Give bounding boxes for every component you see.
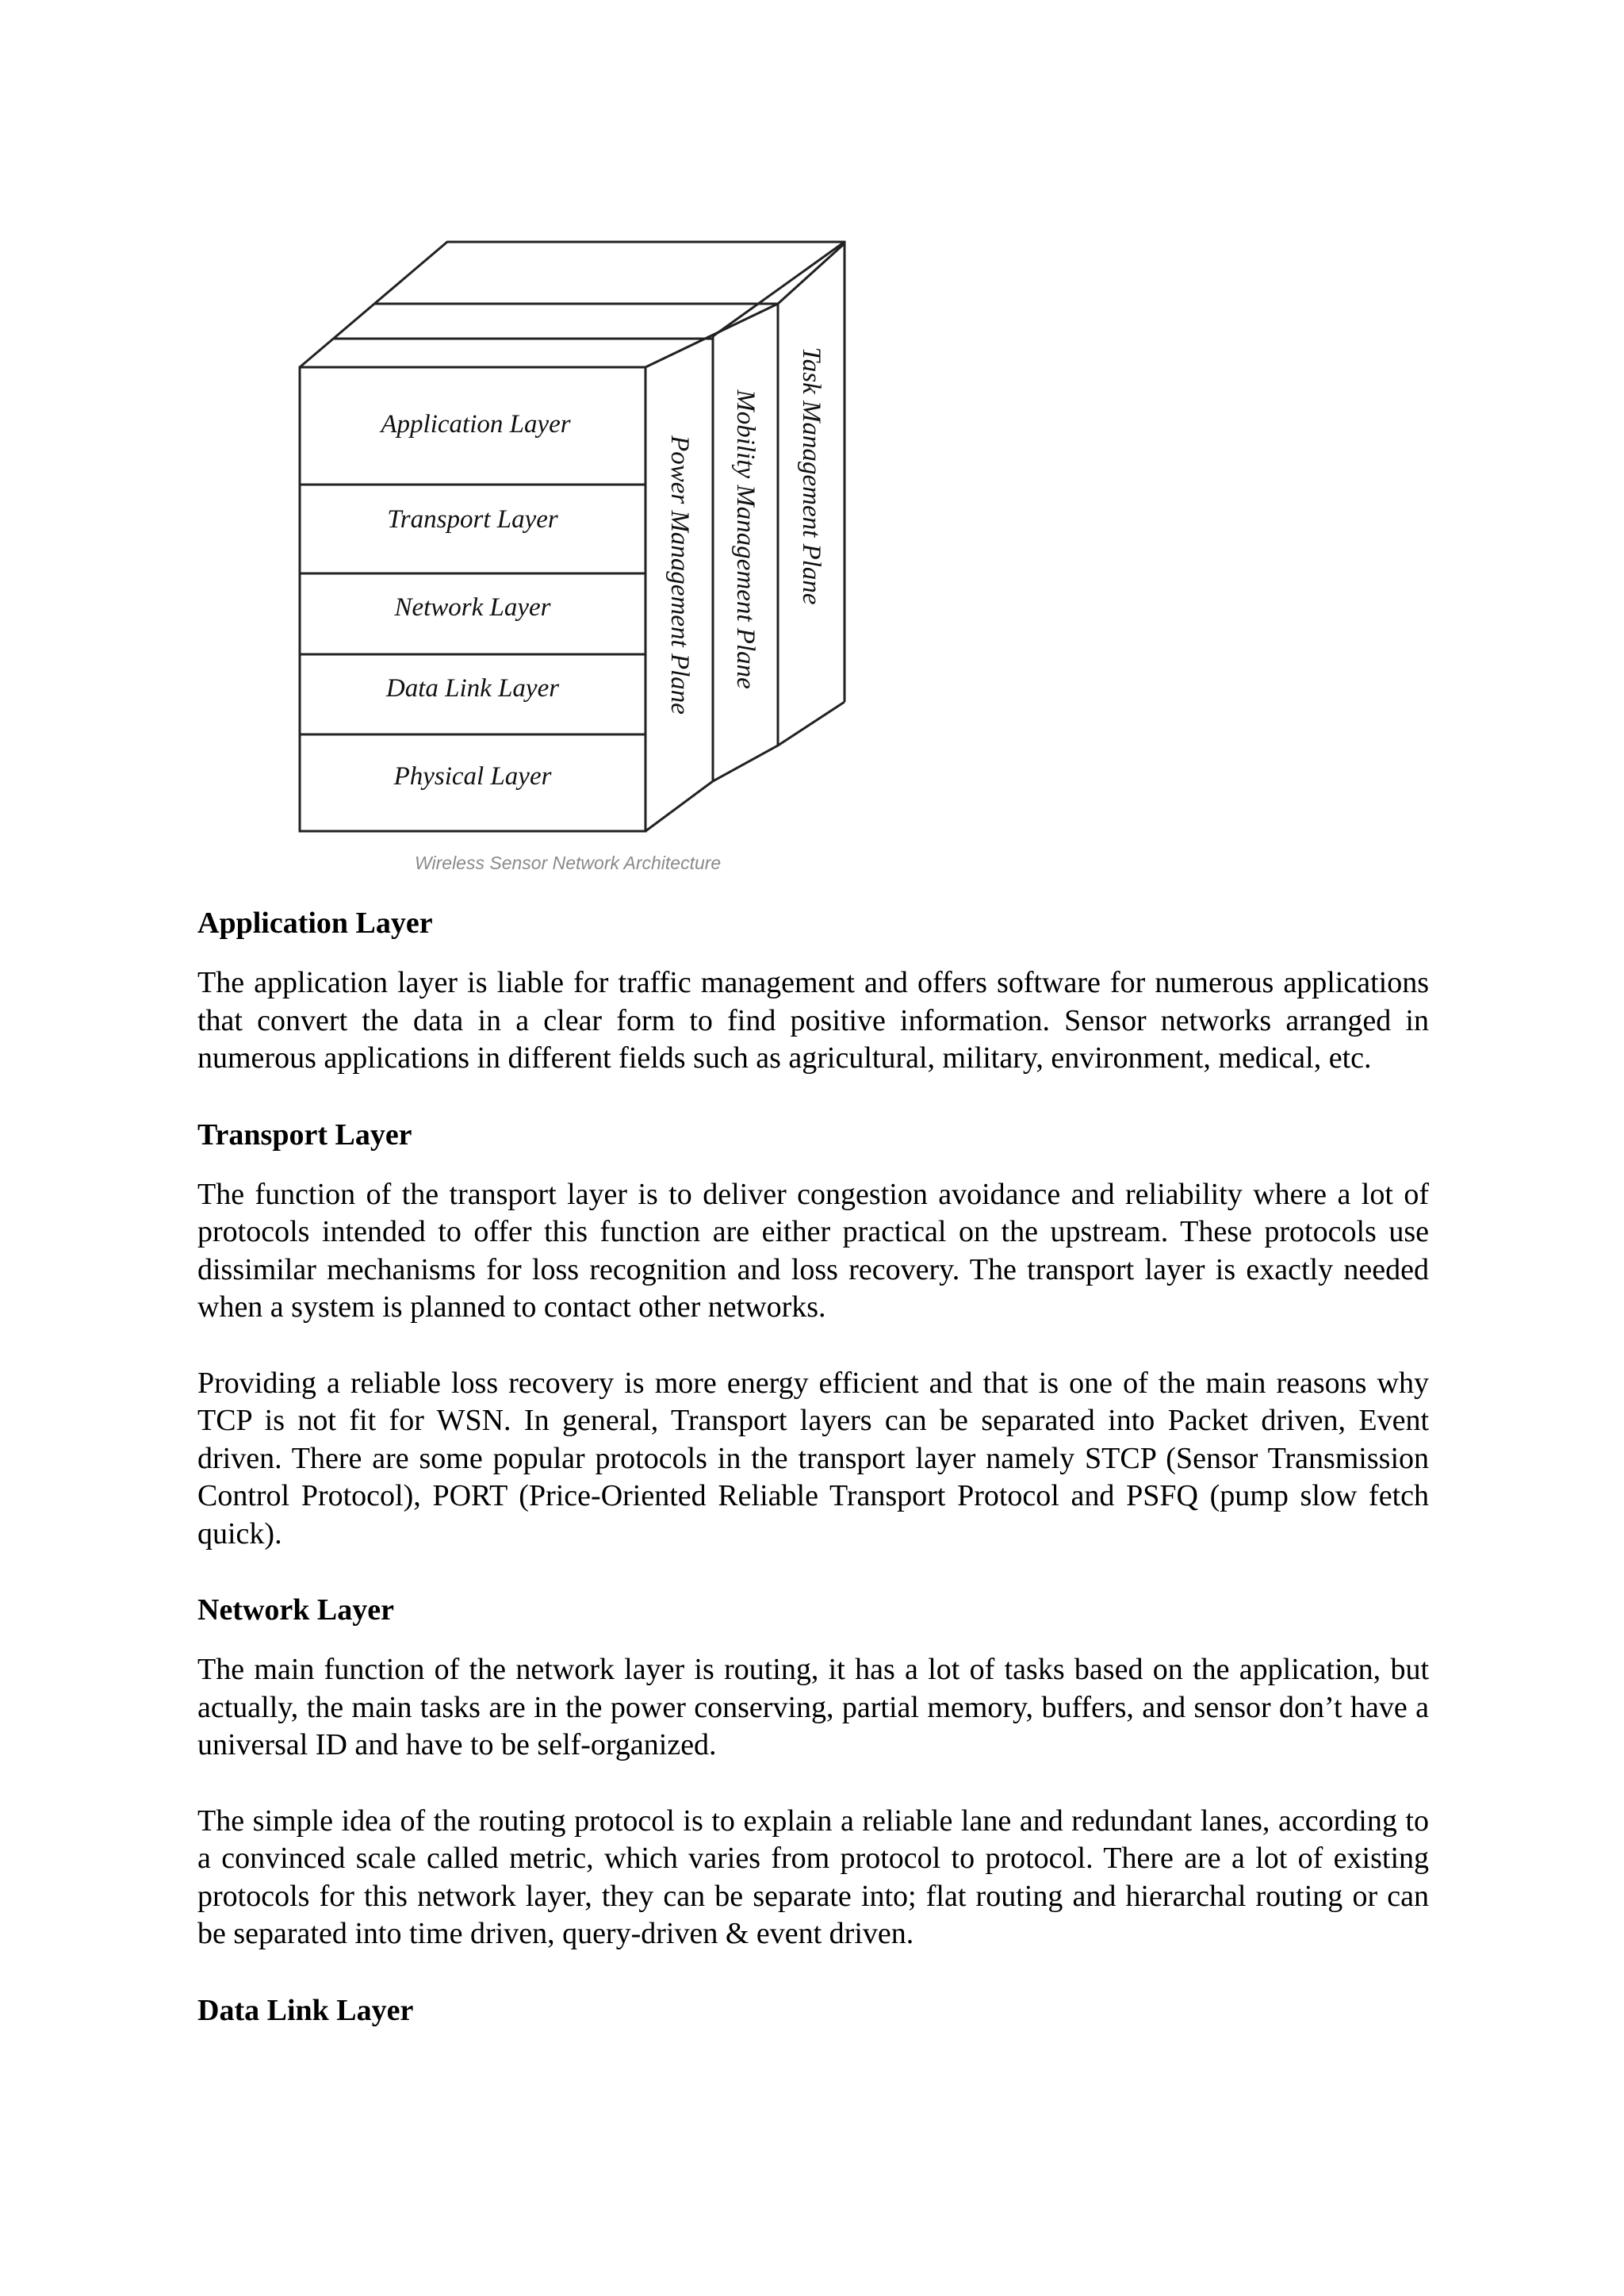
section-application-layer — [197, 904, 1429, 1078]
paragraph: Providing a reliable loss recovery is more energy efficient and that is one of the main reasons why TCP is not fit for WSN. In general, Transport layers can be separated into Packet driven, Event driven. There are some popular protocols in the transport layer namely STCP (Sensor Transmission Control Protocol), PORT (Price-Oriented Reliable Transport Protocol and PSFQ (pump slow fetch quick). — [197, 1366, 1429, 1550]
layer-label-application: Application Layer — [381, 410, 571, 439]
plane-label-mobility: Mobility Management Plane — [731, 389, 760, 689]
plane-top-edge — [778, 243, 845, 304]
section-heading: Application Layer — [197, 907, 433, 940]
paragraph: The application layer is liable for traffic management and offers software for numerous applications that convert the data in a clear form to find positive information. Sensor networks arranged in numerous applications in different fields such as agricultural, military, environment, medical, etc. — [197, 966, 1429, 1075]
paragraph: The function of the transport layer is to deliver congestion avoidance and reliability where a lot of protocols intended to offer this function are either practical on the upstream. These protocols use dissimilar mechanisms for loss recognition and loss recovery. The transport layer is exactly needed when a system is planned to contact other networks. — [197, 1177, 1429, 1324]
plane-label-task: Task Management Plane — [797, 347, 825, 605]
layer-label-transport: Transport Layer — [387, 505, 558, 534]
section-transport-layer — [197, 1116, 1429, 1554]
layer-label-data-link: Data Link Layer — [385, 674, 560, 703]
document-body — [197, 904, 1429, 2052]
architecture-figure — [285, 222, 872, 880]
paragraph: The main function of the network layer is routing, it has a lot of tasks based on the application, but actually, the main tasks are in the power conserving, partial memory, buffers, and sensor don’t have a universal ID and have to be self-organized. — [197, 1653, 1429, 1761]
section-heading: Data Link Layer — [197, 1993, 414, 2027]
figure-caption: Wireless Sensor Network Architecture — [415, 853, 722, 873]
layer-label-network: Network Layer — [394, 593, 551, 622]
section-heading: Network Layer — [197, 1593, 394, 1627]
section-network-layer — [197, 1591, 1429, 1953]
paragraph: The simple idea of the routing protocol is to explain a reliable lane and redundant lanes, according to a convinced scale called metric, which varies from protocol to protocol. There are a lot of existing protocols for this network layer, they can be separate into; flat routing and hierarchal routing or can be separated into time driven, query-driven & event driven. — [197, 1803, 1429, 1950]
bottom-edge — [645, 702, 845, 831]
architecture-diagram — [285, 222, 872, 849]
section-heading: Transport Layer — [197, 1117, 412, 1152]
plane-label-power: Power Management Plane — [665, 435, 694, 715]
section-data-link-layer — [197, 1991, 1429, 2030]
layer-label-physical: Physical Layer — [393, 762, 552, 791]
